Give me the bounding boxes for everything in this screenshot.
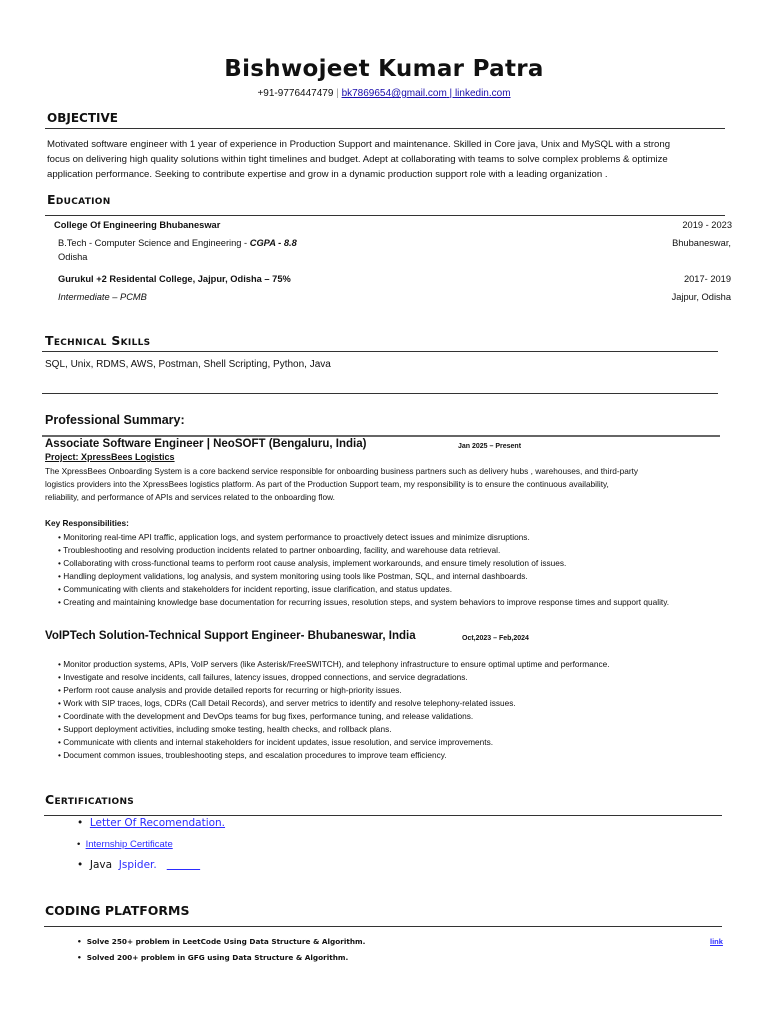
- certification-item: • Java Jspider.: [77, 859, 200, 871]
- education-location: Jajpur, Odisha: [671, 292, 731, 302]
- list-item: • Support deployment activities, including smoke testing, health checks, and rollback plans.: [58, 724, 392, 734]
- leetcode-link[interactable]: link: [710, 937, 723, 946]
- list-item: • Work with SIP traces, logs, CDRs (Call Detail Records), and server metrics to identify and resolve telephony-related issues.: [58, 698, 516, 708]
- list-item: • Investigate and resolve incidents, call failures, latency issues, dropped connections, and service degradations.: [58, 672, 468, 682]
- list-item: • Creating and maintaining knowledge base documentation for recurring issues, resolution steps, and system behaviors to improve response times and support quality.: [58, 597, 670, 607]
- certification-item: • Letter Of Recomendation.: [77, 817, 226, 829]
- objective-heading: OBJECTIVE: [47, 111, 118, 125]
- job-title: VoIPTech Solution-Technical Support Engineer- Bhubaneswar, India: [45, 630, 416, 642]
- certification-link[interactable]: Jspider.: [118, 859, 157, 871]
- divider: [45, 215, 725, 216]
- coding-item: • Solve 250+ problem in LeetCode Using Data Structure & Algorithm.: [77, 937, 366, 946]
- list-item: • Communicate with clients and internal stakeholders for incident updates, issue resolution, and service improvements.: [58, 737, 494, 747]
- responsibilities-list: [58, 658, 610, 762]
- education-heading: Education: [47, 192, 111, 207]
- certifications-heading: Certifications: [45, 792, 135, 807]
- certification-link[interactable]: Letter Of Recomendation.: [89, 817, 226, 829]
- list-item: • Troubleshooting and resolving production incidents related to partner onboarding, facility, and warehouse data retrieval.: [58, 545, 501, 555]
- divider: [42, 435, 720, 437]
- coding-item: • Solved 200+ problem in GFG using Data Structure & Algorithm.: [77, 953, 349, 962]
- list-item: • Monitoring real-time API traffic, application logs, and system performance to proactively detect issues and minimize disruptions.: [58, 532, 530, 542]
- list-item: • Collaborating with cross-functional teams to perform root cause analysis, implement workarounds, and ensure timely resolution of issues.: [58, 558, 567, 568]
- education-years: 2019 - 2023: [682, 220, 732, 230]
- contact-line: +91-9776447479 | bk7869654@gmail.com | linkedin.com: [257, 88, 511, 99]
- job-title: Associate Software Engineer | NeoSOFT (Bengaluru, India): [45, 438, 367, 450]
- education-degree: Intermediate – PCMB: [58, 292, 147, 302]
- responsibilities-list: [58, 531, 669, 609]
- divider: [44, 815, 722, 816]
- certification-link-blank[interactable]: [167, 859, 200, 871]
- list-item: • Handling deployment validations, log analysis, and system monitoring using tools like Postman, SQL, and internal dashboards.: [58, 571, 528, 581]
- responsibilities-label: Key Responsibilities:: [45, 518, 129, 528]
- skills-heading: Technical Skills: [45, 333, 151, 348]
- education-location-cont: Odisha: [58, 252, 88, 262]
- project-description: The XpressBees Onboarding System is a core backend service responsible for onboarding business partners such as delivery hubs , warehouses, and third-party logistics providers into the XpressBees logistics platform. As part of the Production Support team, my responsibility is to ensure the continuous availability, reliability, and performance of APIs and services related to the onboarding flow.: [45, 466, 639, 502]
- list-item: • Monitor production systems, APIs, VoIP servers (like Asterisk/FreeSWITCH), and telephony infrastructure to ensure optimal uptime and performance.: [58, 659, 610, 669]
- education-school: College Of Engineering Bhubaneswar: [54, 220, 221, 230]
- skills-text: SQL, Unix, RDMS, AWS, Postman, Shell Scripting, Python, Java: [45, 359, 331, 370]
- project-title: Project: XpressBees Logistics: [45, 452, 175, 462]
- job-dates: Jan 2025 – Present: [458, 443, 522, 450]
- coding-heading: CODING PLATFORMS: [45, 903, 190, 918]
- divider: [44, 926, 722, 927]
- education-degree: B.Tech - Computer Science and Engineering - CGPA - 8.8: [58, 238, 297, 248]
- list-item: • Communicating with clients and stakeholders for incident reporting, issue clarification, and status updates.: [58, 584, 452, 594]
- education-years: 2017- 2019: [683, 274, 731, 284]
- list-item: • Perform root cause analysis and provide detailed reports for recurring or high-priority issues.: [58, 685, 402, 695]
- education-school: Gurukul +2 Residental College, Jajpur, Odisha – 75%: [58, 274, 291, 284]
- list-item: • Coordinate with the development and DevOps teams for bug fixes, performance tuning, and release validations.: [58, 711, 474, 721]
- objective-text: Motivated software engineer with 1 year of experience in Production Support and maintenance. Skilled in Core java, Unix and MySQL with a strong focus on delivering high quality solutions within tight timelines and budget. Adept at collaborating with teams to solve complex problems & optimize application performance. Seeking to contribute expertise and grow in a dynamic production support role with a leading organization .: [47, 139, 671, 180]
- linkedin-link[interactable]: linkedin.com: [454, 88, 511, 99]
- divider: [42, 393, 718, 394]
- phone: +91-9776447479: [257, 88, 334, 99]
- divider: [45, 128, 725, 129]
- certification-item: • Internship Certificate: [77, 839, 173, 850]
- certification-link[interactable]: Internship Certificate: [85, 839, 173, 850]
- job-dates: Oct,2023 – Feb,2024: [462, 635, 529, 642]
- education-location: Bhubaneswar,: [672, 238, 731, 248]
- divider: [42, 351, 718, 352]
- candidate-name: Bishwojeet Kumar Patra: [224, 56, 544, 82]
- email-link[interactable]: bk7869654@gmail.com: [341, 88, 447, 99]
- summary-heading: Professional Summary:: [45, 413, 185, 427]
- list-item: • Document common issues, troubleshooting steps, and escalation procedures to improve team efficiency.: [58, 750, 447, 760]
